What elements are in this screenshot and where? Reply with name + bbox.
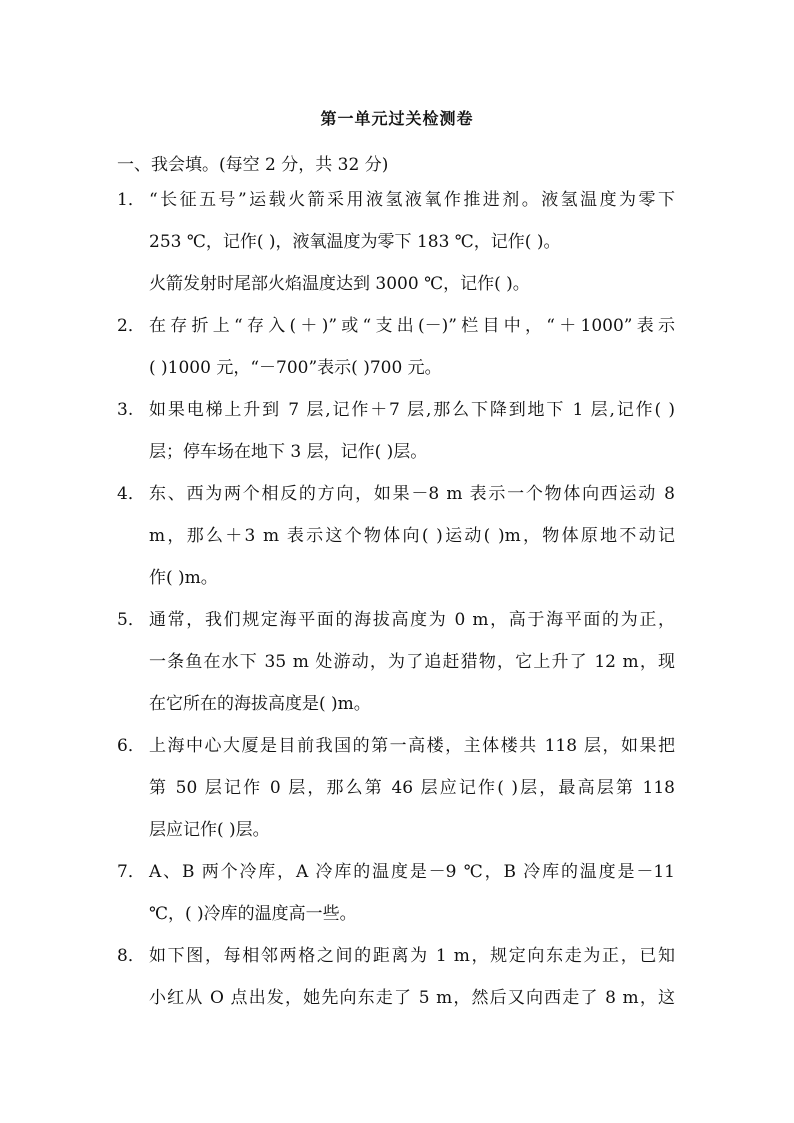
question-4-line-1: 东、西为两个相反的方向，如果－8 m 表示一个物体向西运动 8	[149, 484, 675, 504]
exam-title: 第一单元过关检测卷	[320, 109, 474, 128]
question-4-number: 4．	[117, 484, 145, 504]
question-8-line-1: 如下图，每相邻两格之间的距离为 1 m，规定向东走为正，已知	[149, 946, 675, 966]
question-7-line-1: A、B 两个冷库，A 冷库的温度是－9 ℃，B 冷库的温度是－11	[149, 862, 675, 882]
question-1-line-1: “长征五号”运载火箭采用液氢液氧作推进剂。液氢温度为零下	[149, 190, 675, 210]
question-6-line-2: 第 50 层记作 0 层，那么第 46 层应记作( )层，最高层第 118	[149, 778, 675, 798]
question-7-number: 7．	[117, 862, 145, 882]
question-3-number: 3.	[117, 400, 134, 420]
question-5-line-1: 通常，我们规定海平面的海拔高度为 0 m，高于海平面的为正，	[149, 610, 675, 630]
question-5-line-3: 在它所在的海拔高度是( )m。	[149, 694, 371, 714]
question-3-line-1: 如果电梯上升到 7 层,记作＋7 层,那么下降到地下 1 层,记作( )	[149, 400, 675, 420]
question-4-line-2: m，那么＋3 m 表示这个物体向( )运动( )m，物体原地不动记	[149, 526, 675, 546]
question-1-line-3: 火箭发射时尾部火焰温度达到 3000 ℃，记作( )。	[149, 274, 530, 294]
question-2-number: 2．	[117, 316, 145, 336]
question-8-number: 8．	[117, 946, 145, 966]
question-1-number: 1．	[117, 190, 145, 210]
question-2-line-1: 在存折上“存入(＋)”或“支出(－)”栏目中，“＋1000”表示	[149, 316, 675, 336]
question-2-line-2: ( )1000 元，“－700”表示( )700 元。	[149, 358, 442, 378]
question-7-line-2: ℃，( )冷库的温度高一些。	[149, 904, 357, 924]
question-6-line-3: 层应记作( )层。	[149, 820, 270, 840]
question-5-line-2: 一条鱼在水下 35 m 处游动，为了追赶猎物，它上升了 12 m，现	[149, 652, 675, 672]
question-1-line-2: 253 ℃，记作( )，液氧温度为零下 183 ℃，记作( )。	[149, 232, 561, 252]
question-8-line-2: 小红从 O 点出发，她先向东走了 5 m，然后又向西走了 8 m，这	[149, 988, 675, 1008]
question-5-number: 5．	[117, 610, 145, 630]
section-heading: 一、我会填。(每空 2 分，共 32 分)	[117, 155, 389, 175]
question-6-number: 6．	[117, 736, 145, 756]
question-3-line-2: 层；停车场在地下 3 层，记作( )层。	[149, 442, 428, 462]
question-4-line-3: 作( )m。	[149, 568, 218, 588]
question-6-line-1: 上海中心大厦是目前我国的第一高楼，主体楼共 118 层，如果把	[149, 736, 675, 756]
